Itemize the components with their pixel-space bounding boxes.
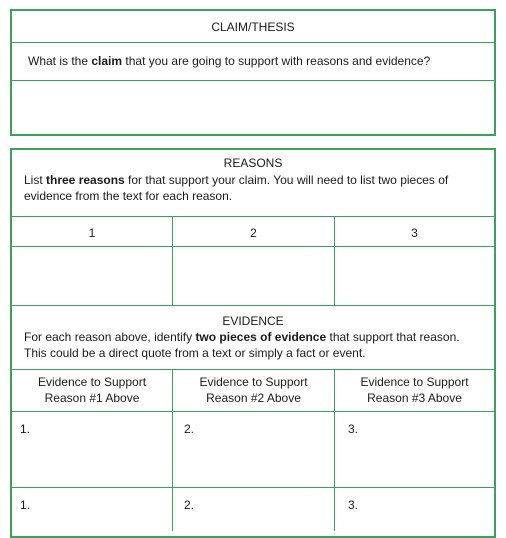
reasons-instructions-line2: evidence from the text for each reason. bbox=[24, 189, 233, 203]
evidence-line1-post: that support that reason. bbox=[326, 330, 460, 344]
evidence-col-header-2 bbox=[173, 374, 334, 406]
evidence-line1-pre: For each reason above, identify bbox=[24, 330, 196, 344]
evidence-line1-bold: two pieces of evidence bbox=[195, 330, 327, 344]
reasons-row-bottom bbox=[12, 305, 494, 306]
evidence-row2-cell-1[interactable] bbox=[12, 488, 172, 531]
reason-1-cell[interactable] bbox=[12, 247, 172, 305]
evidence-row1-label-1: 1. bbox=[20, 422, 31, 436]
evidence-row1-cell-2[interactable] bbox=[173, 412, 334, 487]
evidence-instructions-line1 bbox=[24, 329, 494, 345]
reasons-line1-bold: three reasons bbox=[46, 173, 125, 187]
claim-prompt-post: that you are going to support with reasons and evidence? bbox=[122, 54, 431, 68]
reason-3-cell[interactable] bbox=[335, 247, 494, 305]
evidence-col-header-2-line2: Reason #2 Above bbox=[206, 391, 301, 405]
evidence-col-header-1-line2: Reason #1 Above bbox=[44, 391, 140, 405]
evidence-col-header-3 bbox=[335, 374, 494, 406]
reasons-header-top bbox=[12, 216, 494, 217]
claim-answer-area[interactable] bbox=[12, 81, 494, 134]
reasons-title: REASONS bbox=[223, 156, 283, 170]
reasons-instructions-line1 bbox=[24, 172, 494, 188]
reason-2-cell[interactable] bbox=[173, 247, 334, 305]
evidence-row1-label-3: 3. bbox=[348, 422, 359, 436]
claim-prompt-bold: claim bbox=[91, 54, 123, 68]
evidence-row2-label-2: 2. bbox=[184, 498, 195, 512]
claim-prompt-pre: What is the bbox=[28, 54, 92, 68]
evidence-row2-cell-3[interactable] bbox=[335, 488, 494, 531]
evidence-row2-cell-2[interactable] bbox=[173, 488, 334, 531]
evidence-row1-cell-3[interactable] bbox=[335, 412, 494, 487]
evidence-col-header-3-line1: Evidence to Support bbox=[360, 375, 469, 389]
reasons-line1-post: for that support your claim. You will need to list two pieces of bbox=[124, 173, 449, 187]
reasons-col-header-1: 1 bbox=[88, 226, 96, 240]
evidence-row1-label-2: 2. bbox=[184, 422, 195, 436]
evidence-col-header-3-line2: Reason #3 Above bbox=[367, 391, 462, 405]
evidence-row2-label-3: 3. bbox=[348, 498, 359, 512]
reasons-line1-pre: List bbox=[24, 173, 47, 187]
evidence-title: EVIDENCE bbox=[222, 314, 284, 328]
evidence-col-header-1-line1: Evidence to Support bbox=[37, 375, 147, 389]
evidence-col-header-1 bbox=[12, 374, 172, 406]
claim-thesis-title: CLAIM/THESIS bbox=[211, 20, 295, 34]
evidence-col-header-2-line1: Evidence to Support bbox=[199, 375, 308, 389]
claim-divider-1 bbox=[12, 42, 494, 43]
evidence-row1-cell-1[interactable] bbox=[12, 412, 172, 487]
reasons-col-header-2: 2 bbox=[250, 226, 257, 240]
evidence-header-top bbox=[12, 369, 494, 370]
evidence-instructions-line2: This could be a direct quote from a text or simply a fact or event. bbox=[24, 346, 366, 360]
claim-prompt bbox=[28, 53, 488, 69]
evidence-row2-label-1: 1. bbox=[20, 498, 31, 512]
reasons-col-header-3: 3 bbox=[411, 226, 418, 240]
